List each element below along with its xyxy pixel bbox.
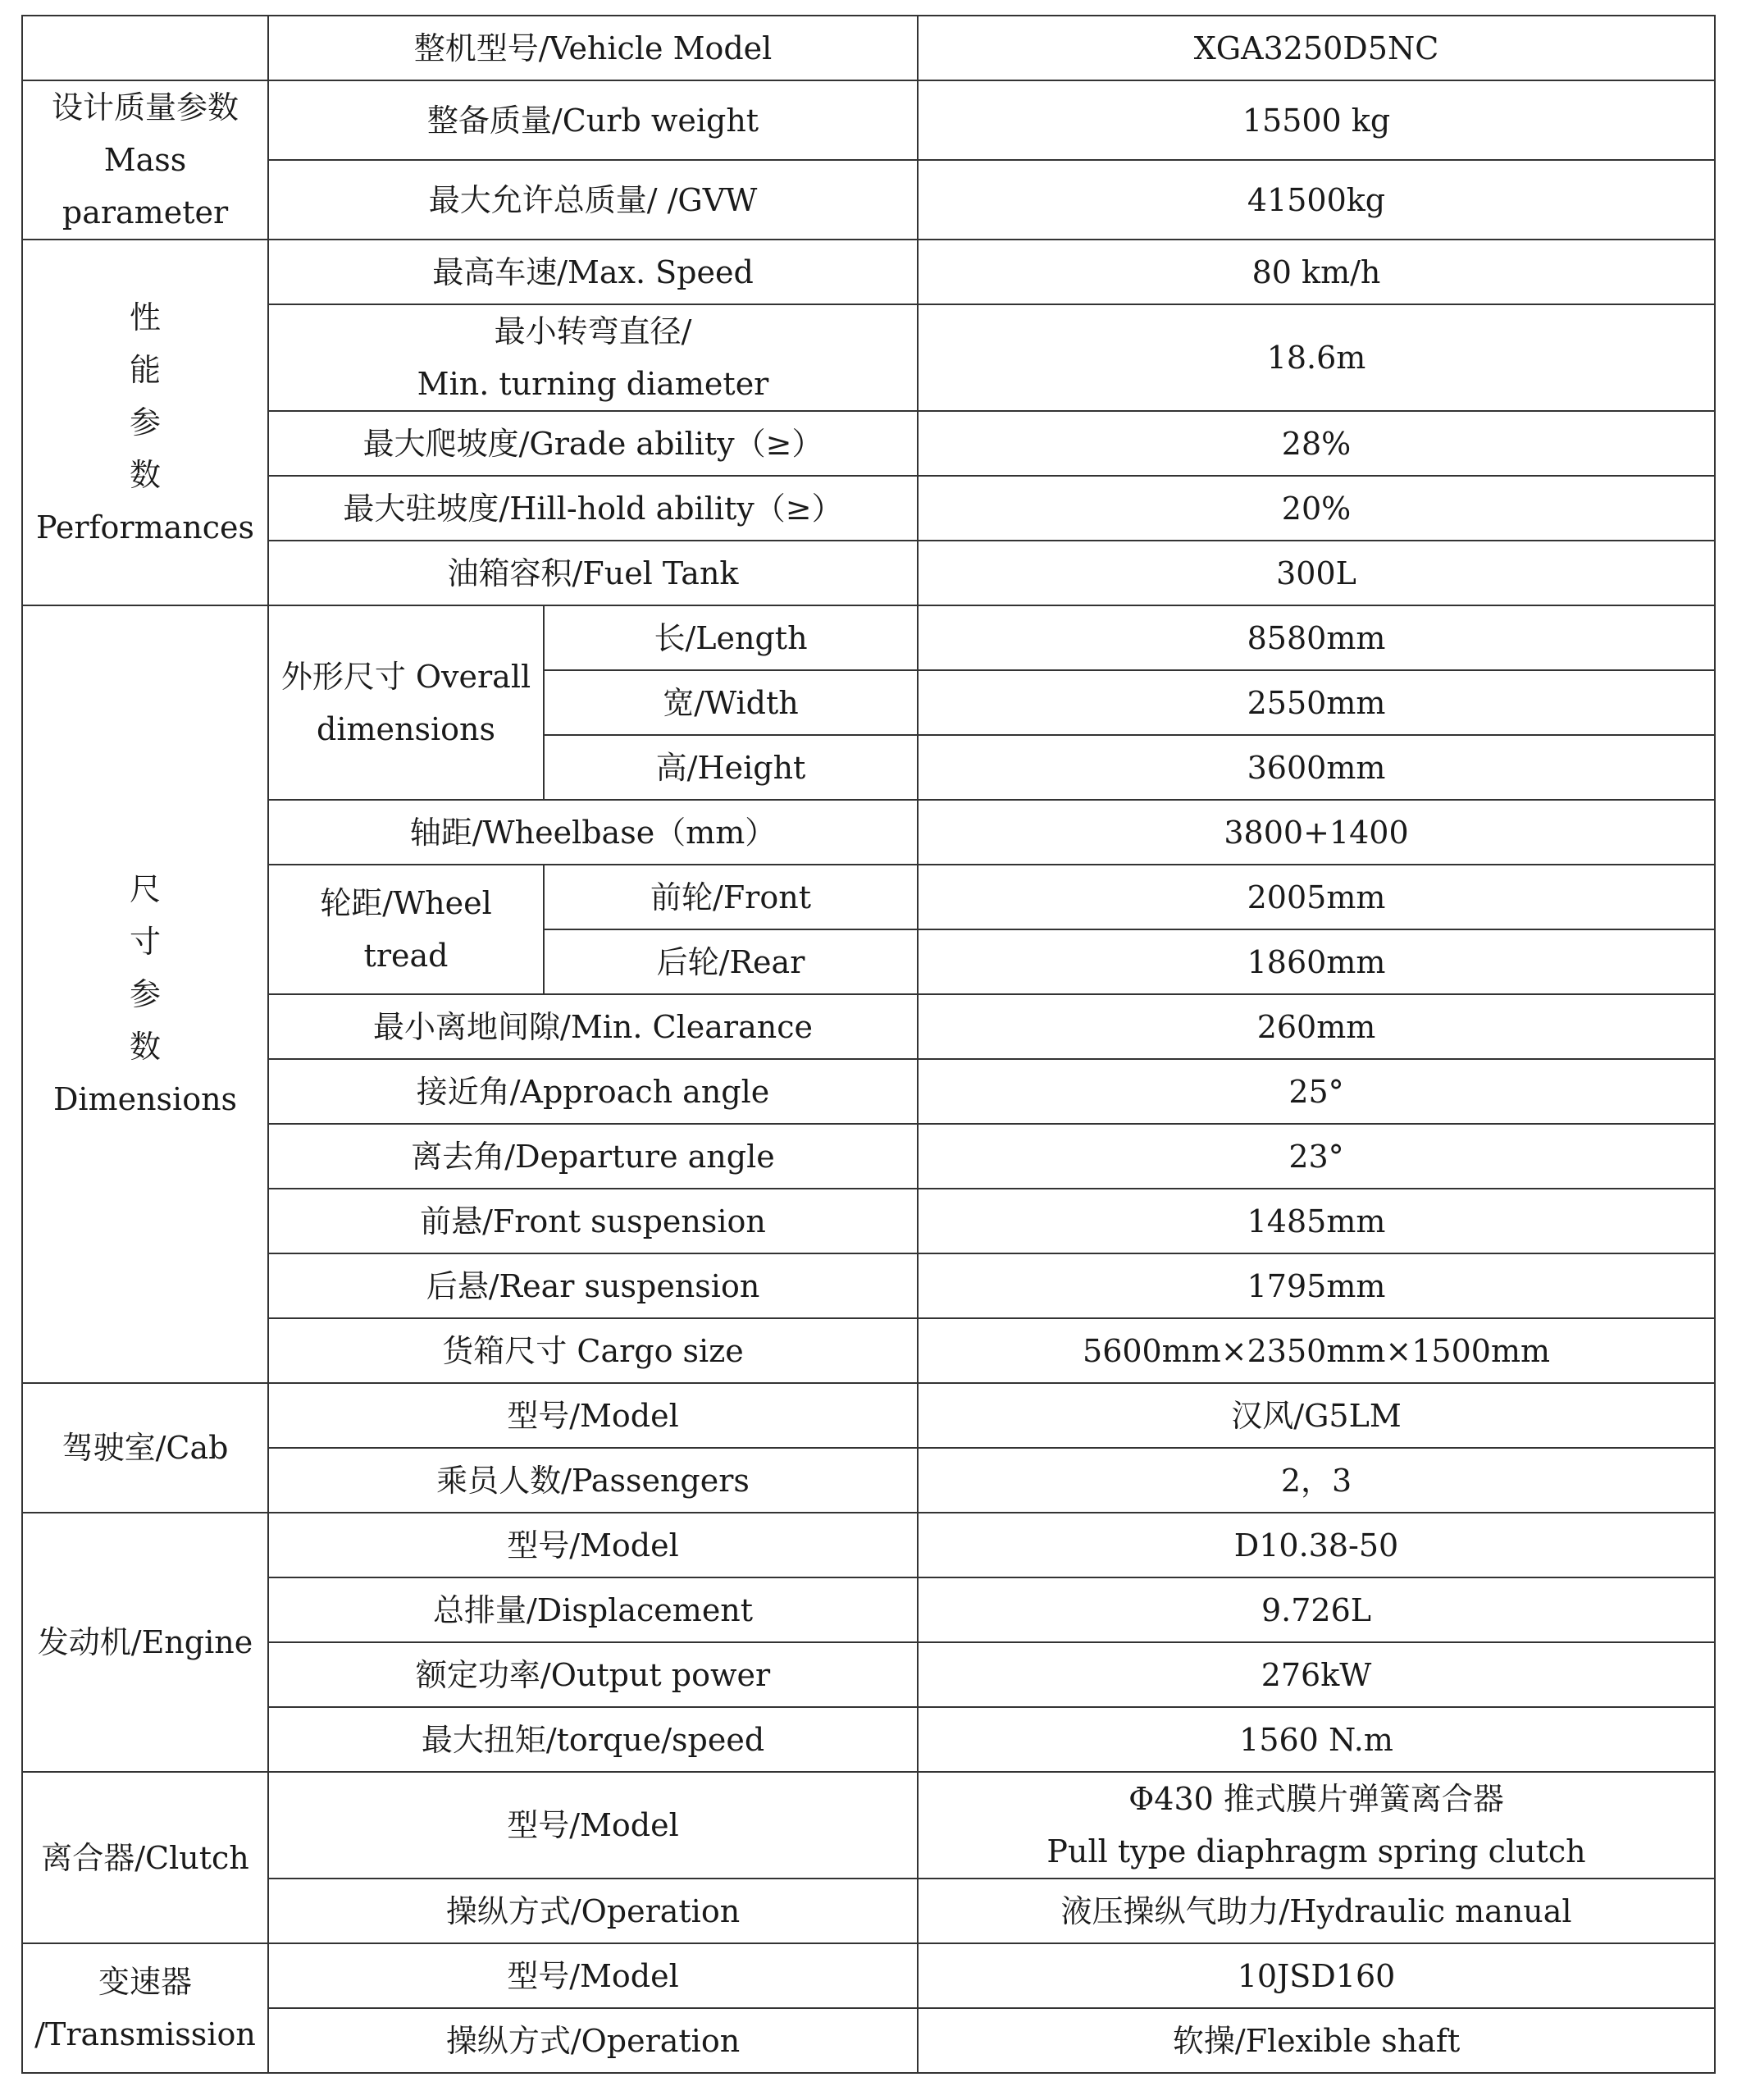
- table-row: [22, 16, 1715, 80]
- row-label: 后轮/Rear: [544, 929, 918, 994]
- row-value: 41500kg: [918, 160, 1715, 240]
- row-label: 整备质量/Curb weight: [268, 80, 918, 160]
- table-row: [22, 1943, 1715, 2008]
- row-value: 软操/Flexible shaft: [918, 2008, 1715, 2073]
- row-label: 最小转弯直径/ Min. turning diameter: [268, 304, 918, 411]
- group-overall-dimensions: 外形尺寸 Overall dimensions: [268, 605, 544, 800]
- row-label: 后悬/Rear suspension: [268, 1253, 918, 1318]
- row-label: 高/Height: [544, 735, 918, 800]
- row-label: 操纵方式/Operation: [268, 1879, 918, 1943]
- row-value: 3800+1400: [918, 800, 1715, 865]
- table-row: [22, 1513, 1715, 1577]
- row-value: 80 km/h: [918, 240, 1715, 304]
- table-row: [22, 1642, 1715, 1707]
- table-row: [22, 160, 1715, 240]
- row-label: 乘员人数/Passengers: [268, 1448, 918, 1513]
- row-value: 汉风/G5LM: [918, 1383, 1715, 1448]
- table-row: [22, 80, 1715, 160]
- table-row: [22, 605, 1715, 670]
- row-label: 额定功率/Output power: [268, 1642, 918, 1707]
- row-value: 3600mm: [918, 735, 1715, 800]
- table-row: [22, 1448, 1715, 1513]
- table-row: [22, 1577, 1715, 1642]
- row-label: 最高车速/Max. Speed: [268, 240, 918, 304]
- row-value: Φ430 推式膜片弹簧离合器 Pull type diaphragm spring clutch: [918, 1772, 1715, 1879]
- row-label: 最小离地间隙/Min. Clearance: [268, 994, 918, 1059]
- row-value: D10.38-50: [918, 1513, 1715, 1577]
- row-value: 15500 kg: [918, 80, 1715, 160]
- row-value: 1795mm: [918, 1253, 1715, 1318]
- table-row: [22, 1189, 1715, 1253]
- table-row: [22, 1707, 1715, 1772]
- table-row: [22, 240, 1715, 304]
- row-label: 货箱尺寸 Cargo size: [268, 1318, 918, 1383]
- row-value: 300L: [918, 541, 1715, 605]
- table-row: [22, 994, 1715, 1059]
- row-label: 最大爬坡度/Grade ability（≥）: [268, 411, 918, 476]
- table-row: [22, 1383, 1715, 1448]
- row-value: 9.726L: [918, 1577, 1715, 1642]
- row-value: 260mm: [918, 994, 1715, 1059]
- row-value: 2550mm: [918, 670, 1715, 735]
- row-label: 型号/Model: [268, 1513, 918, 1577]
- row-value: 1485mm: [918, 1189, 1715, 1253]
- row-label: 型号/Model: [268, 1943, 918, 2008]
- row-value: 276kW: [918, 1642, 1715, 1707]
- table-row: [22, 1879, 1715, 1943]
- table-row: [22, 411, 1715, 476]
- row-value: 8580mm: [918, 605, 1715, 670]
- row-value: 5600mm×2350mm×1500mm: [918, 1318, 1715, 1383]
- row-label: 型号/Model: [268, 1772, 918, 1879]
- row-value: 1560 N.m: [918, 1707, 1715, 1772]
- row-label: 前轮/Front: [544, 865, 918, 929]
- row-value: 23°: [918, 1124, 1715, 1189]
- row-label: 最大扭矩/torque/speed: [268, 1707, 918, 1772]
- row-label: 轴距/Wheelbase（mm）: [268, 800, 918, 865]
- row-value: 2，3: [918, 1448, 1715, 1513]
- category-transmission: 变速器 /Transmission: [22, 1943, 268, 2073]
- row-label: 整机型号/Vehicle Model: [268, 16, 918, 80]
- row-value: 液压操纵气助力/Hydraulic manual: [918, 1879, 1715, 1943]
- table-row: [22, 1318, 1715, 1383]
- group-wheel-tread: 轮距/Wheel tread: [268, 865, 544, 994]
- category-cab: 驾驶室/Cab: [22, 1383, 268, 1513]
- table-row: [22, 304, 1715, 411]
- row-value: 2005mm: [918, 865, 1715, 929]
- table-row: [22, 800, 1715, 865]
- table-row: [22, 1059, 1715, 1124]
- row-label: 油箱容积/Fuel Tank: [268, 541, 918, 605]
- category-performance: 性 能 参 数 Performances: [22, 240, 268, 605]
- row-label: 接近角/Approach angle: [268, 1059, 918, 1124]
- row-label: 操纵方式/Operation: [268, 2008, 918, 2073]
- row-label: 宽/Width: [544, 670, 918, 735]
- table-row: [22, 1772, 1715, 1879]
- row-value: 28%: [918, 411, 1715, 476]
- category-dimensions: 尺 寸 参 数 Dimensions: [22, 605, 268, 1383]
- category-engine: 发动机/Engine: [22, 1513, 268, 1772]
- category-clutch: 离合器/Clutch: [22, 1772, 268, 1943]
- row-label: 离去角/Departure angle: [268, 1124, 918, 1189]
- category-mass: 设计质量参数 Mass parameter: [22, 80, 268, 240]
- row-label: 最大允许总质量/ /GVW: [268, 160, 918, 240]
- row-label: 型号/Model: [268, 1383, 918, 1448]
- row-value: 1860mm: [918, 929, 1715, 994]
- empty-corner-cell: [22, 16, 268, 80]
- row-value: 25°: [918, 1059, 1715, 1124]
- row-label: 长/Length: [544, 605, 918, 670]
- row-label: 前悬/Front suspension: [268, 1189, 918, 1253]
- vehicle-spec-table: [21, 15, 1716, 2074]
- row-label: 总排量/Displacement: [268, 1577, 918, 1642]
- row-value: 18.6m: [918, 304, 1715, 411]
- table-row: [22, 541, 1715, 605]
- row-label: 最大驻坡度/Hill-hold ability（≥）: [268, 476, 918, 541]
- table-row: [22, 1253, 1715, 1318]
- row-value: XGA3250D5NC: [918, 16, 1715, 80]
- row-value: 20%: [918, 476, 1715, 541]
- table-row: [22, 2008, 1715, 2073]
- table-row: [22, 476, 1715, 541]
- table-row: [22, 865, 1715, 929]
- row-value: 10JSD160: [918, 1943, 1715, 2008]
- table-row: [22, 1124, 1715, 1189]
